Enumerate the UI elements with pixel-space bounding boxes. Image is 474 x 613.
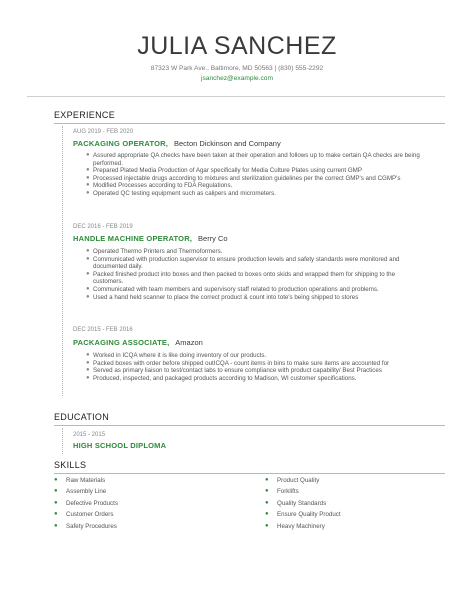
job-heading: PACKAGING ASSOCIATE, Amazon	[73, 338, 203, 347]
bullet-icon: ●	[86, 374, 90, 381]
skill-item: ● Assembly Line	[54, 486, 118, 497]
list-item: ● Prepared Plated Media Production of Agar specifically for Media Culture Plates using current GMP	[86, 167, 362, 175]
bullet-icon: ●	[86, 152, 90, 158]
job-dates: DEC 2016 - FEB 2019	[73, 224, 133, 230]
bullet-icon: ●	[86, 255, 90, 262]
skill-item: ● Defective Products	[54, 498, 118, 509]
list-item: ● Served as primary liaison to test/contact labs to ensure compliance with product capability/ Best Practices	[86, 367, 382, 375]
job-company: Berry Co	[198, 234, 228, 243]
bullet-icon: ●	[265, 511, 269, 518]
skill-item: ● Product Quality	[265, 475, 341, 486]
list-item: ● Processed injectable drugs according to mixtures and sterilization guidelines per the correct GMP's and CGMP's	[86, 174, 401, 182]
bullet-icon: ●	[265, 522, 269, 529]
list-item: ● Operated Thermo Printers and Thermoformers.	[86, 248, 223, 255]
candidate-name: JULIA SANCHEZ	[137, 32, 337, 60]
bullet-icon: ●	[54, 522, 58, 529]
skills-divider	[54, 473, 445, 474]
job-dates: DEC 2015 - FEB 2016	[73, 327, 133, 333]
bullet-icon: ●	[86, 189, 90, 196]
list-item: ● Worked in ICQA where it is like doing inventory of our products.	[86, 352, 267, 359]
header-divider	[27, 96, 445, 97]
education-heading: EDUCATION	[54, 412, 110, 422]
skills-list-right	[265, 475, 341, 532]
experience-timeline	[62, 126, 63, 396]
education-divider	[54, 425, 445, 426]
address-line: 87323 W Park Ave., Baltimore, MD 50563 | (830) 555-2292	[150, 65, 324, 72]
skill-item: ● Safety Procedures	[54, 521, 118, 532]
skill-item: ● Quality Standards	[265, 498, 341, 509]
experience-heading: EXPERIENCE	[54, 110, 116, 120]
email-link[interactable]: jsanchez@example.com	[201, 75, 273, 82]
bullet-icon: ●	[54, 477, 58, 483]
list-item: ● Communicated with production supervisor to ensure production levels and safety standards were monitored and documented daily.	[86, 255, 400, 271]
education-timeline	[62, 428, 63, 454]
bullet-icon: ●	[86, 270, 90, 277]
bullet-icon: ●	[265, 477, 269, 483]
degree-title: HIGH SCHOOL DIPLOMA	[73, 441, 167, 450]
bullet-icon: ●	[54, 488, 58, 495]
bullet-icon: ●	[54, 499, 58, 506]
skill-item: ● Raw Materials	[54, 475, 118, 486]
bullet-icon: ●	[86, 182, 90, 189]
job-heading: PACKAGING OPERATOR, Becton Dickinson and Company	[73, 139, 281, 148]
bullet-icon: ●	[86, 293, 90, 300]
bullet-icon: ●	[86, 285, 90, 292]
job-title: PACKAGING ASSOCIATE	[73, 338, 168, 347]
skills-heading: SKILLS	[54, 460, 87, 470]
list-item: ● Modified Processes according to FDA Regulations.	[86, 182, 233, 190]
skill-item: ● Customer Orders	[54, 509, 118, 520]
bullet-icon: ●	[86, 167, 90, 174]
education-dates: 2015 - 2015	[73, 432, 106, 438]
job-bullets	[86, 352, 426, 382]
bullet-icon: ●	[54, 511, 58, 518]
list-item: ● Operated QC testing equipment such as calipers and micrometers.	[86, 189, 276, 197]
job-bullets	[86, 248, 426, 301]
skill-item: ● Forklifts	[265, 486, 341, 497]
list-item: ● Produced, inspected, and packaged products according to Madison, WI customer specifications.	[86, 374, 357, 382]
job-bullets	[86, 152, 426, 198]
job-company: Becton Dickinson and Company	[173, 139, 281, 148]
bullet-icon: ●	[86, 359, 90, 366]
job-title: PACKAGING OPERATOR	[73, 139, 166, 148]
list-item: ● Packed finished product into boxes and then packed to boxes onto skids and wrapped them for shipping to the customers.	[86, 270, 396, 286]
skill-item: ● Heavy Machinery	[265, 521, 341, 532]
skills-list-left	[54, 475, 118, 532]
bullet-icon: ●	[265, 488, 269, 495]
experience-divider	[54, 123, 445, 124]
job-title: HANDLE MACHINE OPERATOR	[73, 234, 190, 243]
bullet-icon: ●	[86, 248, 90, 254]
list-item: ● Assured appropriate QA checks have been taken at their operation and follows up to make certain QA checks are being performed.	[86, 152, 420, 167]
skill-item: ● Ensure Quality Product	[265, 509, 341, 520]
bullet-icon: ●	[86, 367, 90, 374]
list-item: ● Packed boxes with order before shipped outICQA - count items in bins to make sure items are accounted for	[86, 359, 390, 367]
bullet-icon: ●	[86, 352, 90, 358]
job-dates: AUG 2019 - FEB 2020	[73, 129, 134, 135]
job-company: Amazon	[175, 338, 203, 347]
list-item: ● Communicated with team members and supervisory staff related to production operations and problems.	[86, 285, 379, 293]
job-heading: HANDLE MACHINE OPERATOR, Berry Co	[73, 234, 228, 243]
bullet-icon: ●	[265, 499, 269, 506]
bullet-icon: ●	[86, 174, 90, 181]
list-item: ● Used a hand held scanner to place the correct product & count into tote's being shipped to stores	[86, 293, 359, 301]
